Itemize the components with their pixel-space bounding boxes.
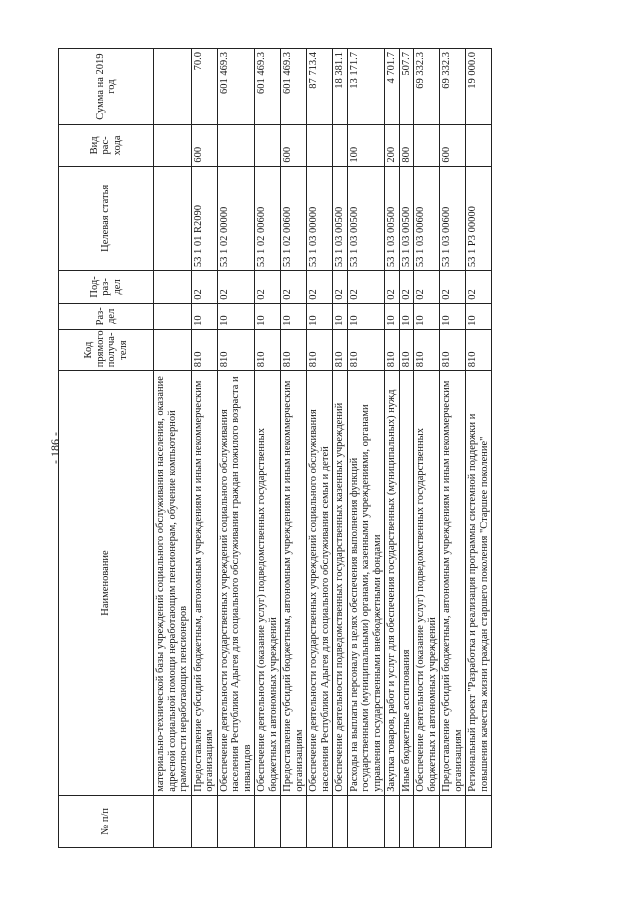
table-row (347, 49, 385, 848)
cell-expense (333, 125, 348, 166)
cell-expense: 100 (347, 125, 385, 166)
table-row (217, 49, 255, 848)
cell-name: Закупка товаров, работ и услуг для обеспечения государственных (муниципальных) нужд (385, 371, 400, 796)
cell-recipient: 810 (347, 329, 385, 370)
cell-sum: 70.0 (191, 49, 217, 125)
cell-recipient: 810 (385, 329, 400, 370)
header-row (59, 49, 154, 848)
cell-section: 10 (217, 303, 255, 329)
table-row (440, 49, 466, 848)
cell-expense (307, 125, 333, 166)
cell-sum: 4 701.7 (385, 49, 400, 125)
cell-num (191, 795, 217, 847)
cell-num (333, 795, 348, 847)
cell-num (255, 795, 281, 847)
cell-subsection: 02 (399, 271, 414, 304)
table-body (154, 49, 492, 848)
cell-article: 53 1 03 00500 (347, 166, 385, 271)
cell-section: 10 (255, 303, 281, 329)
table-row (191, 49, 217, 848)
table-row (414, 49, 440, 848)
header-num: № п/п (59, 795, 154, 847)
cell-expense (414, 125, 440, 166)
cell-article: 53 1 03 00600 (414, 166, 440, 271)
cell-section: 10 (281, 303, 307, 329)
cell-article: 53 1 03 00500 (385, 166, 400, 271)
cell-article: 53 1 03 00000 (307, 166, 333, 271)
cell-subsection: 02 (255, 271, 281, 304)
cell-name: Иные бюджетные ассигнования (399, 371, 414, 796)
cell-expense: 600 (191, 125, 217, 166)
cell-article: 53 1 02 00000 (217, 166, 255, 271)
cell-article (154, 166, 192, 271)
cell-section: 10 (414, 303, 440, 329)
cell-name: Расходы на выплаты персоналу в целях обеспечения выполнения функций государственными (муниципальными) органами, казенными учреждениями, органами управления государственными внебюджетными фондами (347, 371, 385, 796)
cell-article: 53 1 02 00600 (255, 166, 281, 271)
cell-name: Обеспечение деятельности государственных учреждений социального обслуживания населения Республики Адыгея для социального обслуживания граждан пожилого возраста и инвалидов (217, 371, 255, 796)
cell-recipient: 810 (440, 329, 466, 370)
table-row (281, 49, 307, 848)
cell-name: Предоставление субсидий бюджетным, автономным учреждениям и иным некоммерческим организациям (440, 371, 466, 796)
table-row (154, 49, 192, 848)
cell-num (385, 795, 400, 847)
cell-subsection: 02 (191, 271, 217, 304)
header-section: Раз-дел (59, 303, 154, 329)
cell-article: 53 1 03 00500 (399, 166, 414, 271)
table-row (307, 49, 333, 848)
cell-article: 53 1 P3 00000 (466, 166, 492, 271)
cell-subsection: 02 (217, 271, 255, 304)
table-row (399, 49, 414, 848)
cell-sum: 18 381.1 (333, 49, 348, 125)
rotated-page (48, 48, 608, 848)
cell-recipient: 810 (307, 329, 333, 370)
cell-subsection (154, 271, 192, 304)
cell-num (414, 795, 440, 847)
cell-expense (217, 125, 255, 166)
cell-recipient: 810 (333, 329, 348, 370)
cell-recipient: 810 (399, 329, 414, 370)
cell-expense: 800 (399, 125, 414, 166)
cell-subsection: 02 (414, 271, 440, 304)
cell-recipient: 810 (217, 329, 255, 370)
cell-section: 10 (333, 303, 348, 329)
cell-article: 53 1 03 00500 (333, 166, 348, 271)
header-expense: Вид рас-хода (59, 125, 154, 166)
cell-recipient: 810 (255, 329, 281, 370)
cell-section (154, 303, 192, 329)
cell-section: 10 (466, 303, 492, 329)
cell-name: Обеспечение деятельности подведомственных государственных казенных учреждений (333, 371, 348, 796)
cell-num (154, 795, 192, 847)
cell-subsection: 02 (440, 271, 466, 304)
cell-num (217, 795, 255, 847)
header-sum: Сумма на 2019 год (59, 49, 154, 125)
cell-recipient: 810 (466, 329, 492, 370)
cell-name: Обеспечение деятельности (оказание услуг) подведомственных государственных бюджетных и автономных учреждений (255, 371, 281, 796)
cell-expense (255, 125, 281, 166)
cell-section: 10 (399, 303, 414, 329)
cell-sum: 601 469.3 (281, 49, 307, 125)
cell-recipient (154, 329, 192, 370)
cell-sum: 13 171.7 (347, 49, 385, 125)
cell-num (399, 795, 414, 847)
table-row (385, 49, 400, 848)
header-recipient: Код прямого получа-теля (59, 329, 154, 370)
cell-num (347, 795, 385, 847)
cell-recipient: 810 (414, 329, 440, 370)
cell-num (466, 795, 492, 847)
header-article: Целевая статья (59, 166, 154, 271)
cell-subsection: 02 (333, 271, 348, 304)
cell-section: 10 (347, 303, 385, 329)
cell-subsection: 02 (466, 271, 492, 304)
cell-num (307, 795, 333, 847)
cell-article: 53 1 01 R2090 (191, 166, 217, 271)
table-row (333, 49, 348, 848)
cell-num (281, 795, 307, 847)
cell-name: Региональный проект "Разработка и реализация программы системной поддержки и повышения качества жизни граждан старшего поколения "Старшее поколение" (466, 371, 492, 796)
cell-subsection: 02 (281, 271, 307, 304)
cell-sum (154, 49, 192, 125)
header-subsection: Под-раз-дел (59, 271, 154, 304)
cell-name: Предоставление субсидий бюджетным, автономным учреждениям и иным некоммерческим организациям (191, 371, 217, 796)
cell-sum: 69 332.3 (414, 49, 440, 125)
cell-sum: 601 469.3 (255, 49, 281, 125)
cell-section: 10 (307, 303, 333, 329)
table-row (466, 49, 492, 848)
cell-expense: 600 (440, 125, 466, 166)
cell-sum: 507.7 (399, 49, 414, 125)
budget-table (58, 48, 492, 848)
cell-article: 53 1 03 00600 (440, 166, 466, 271)
cell-section: 10 (385, 303, 400, 329)
cell-sum: 601 469.3 (217, 49, 255, 125)
cell-recipient: 810 (191, 329, 217, 370)
cell-name: Обеспечение деятельности государственных учреждений социального обслуживания населения Республики Адыгея для социального обслуживания семьи и детей (307, 371, 333, 796)
cell-expense (466, 125, 492, 166)
cell-sum: 87 713.4 (307, 49, 333, 125)
cell-sum: 69 332.3 (440, 49, 466, 125)
cell-name: материально-технической базы учреждений социального обслуживания населения, оказание адресной социальной помощи неработающим пенсионерам, обучение компьютерной грамотности неработающих пенсионеров (154, 371, 192, 796)
cell-subsection: 02 (347, 271, 385, 304)
cell-subsection: 02 (307, 271, 333, 304)
cell-article: 53 1 02 00600 (281, 166, 307, 271)
cell-name: Предоставление субсидий бюджетным, автономным учреждениям и иным некоммерческим организациям (281, 371, 307, 796)
cell-expense: 200 (385, 125, 400, 166)
cell-expense (154, 125, 192, 166)
header-name: Наименование (59, 371, 154, 796)
cell-num (440, 795, 466, 847)
cell-name: Обеспечение деятельности (оказание услуг) подведомственных государственных бюджетных и автономных учреждений (414, 371, 440, 796)
cell-subsection: 02 (385, 271, 400, 304)
cell-section: 10 (440, 303, 466, 329)
page-number: - 186 - (48, 432, 62, 464)
cell-recipient: 810 (281, 329, 307, 370)
table-row (255, 49, 281, 848)
cell-expense: 600 (281, 125, 307, 166)
cell-section: 10 (191, 303, 217, 329)
cell-sum: 19 000.0 (466, 49, 492, 125)
